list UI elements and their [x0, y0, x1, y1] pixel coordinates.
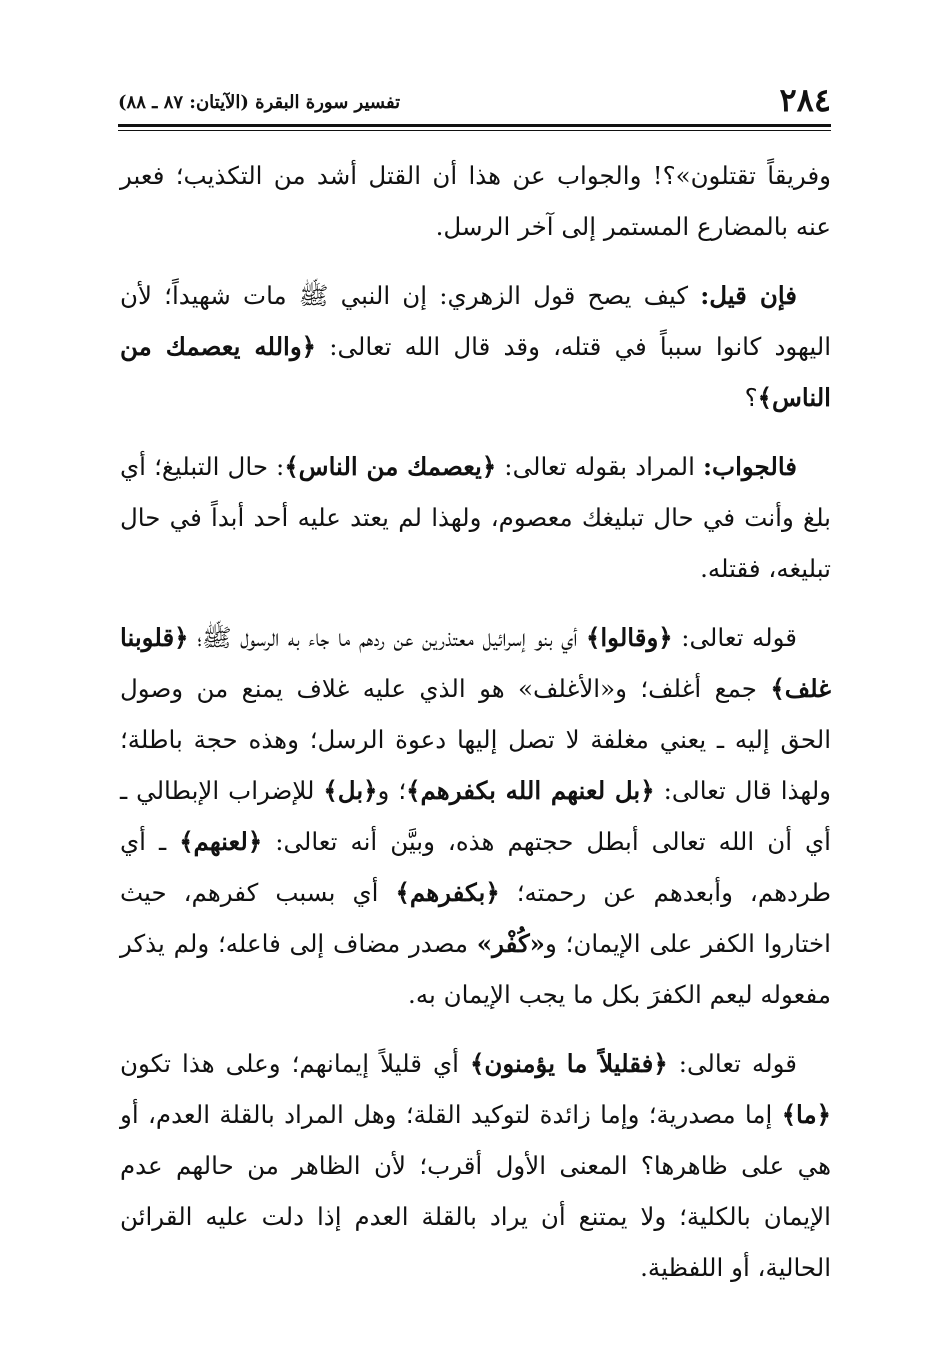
paragraph-3	[120, 441, 831, 594]
segment: جمع أغلف؛ و«الأغلف» هو الذي عليه غلاف يمنع من وصول الحق إليه ـ يعني مغلفة لا تصل إليها دعوة الرسل؛ وهذه حجة باطلة؛ ولهذا قال تعالى:	[120, 674, 831, 805]
quran-quote: ﴿يعصمك من الناس﴾	[284, 452, 497, 481]
page-number: ٢٨٤	[779, 81, 831, 119]
segment: مصدر مضاف إلى فاعله؛ ولم يذكر مفعوله ليعم الكفرَ بكل ما يجب الإيمان به.	[120, 929, 831, 1009]
paragraph-1	[120, 150, 831, 252]
segment: أي بنو إسرائيل معتذرين عن ردهم ما جاء به الرسول ﷺ؛	[188, 623, 587, 652]
running-title: تفسير سورة البقرة (الآيتان: ٨٧ ـ ٨٨)	[118, 92, 401, 113]
segment: ـ أي طردهم، وأبعدهم عن رحمته؛	[120, 827, 831, 907]
paragraph-tail: : حال التبليغ؛ أي بلغ وأنت في حال تبليغك معصوم، ولهذا لم يعتد عليه أحد أبداً في حال تبليغه، فقتله.	[120, 452, 831, 583]
page-header	[118, 80, 831, 124]
paragraph-4	[120, 612, 831, 1020]
quran-quote: ﴿ما﴾	[781, 1100, 831, 1129]
paragraph-lead: فالجواب:	[702, 452, 797, 481]
paragraph-text: كيف يصح قول الزهري: إن النبي ﷺ مات شهيداً؛ لأن اليهود كانوا سبباً في قتله، وقد قال الله تعالى:	[120, 281, 832, 361]
paragraph-text: وفريقاً تقتلون»؟! والجواب عن هذا أن القتل أشد من التكذيب؛ فعبر عنه بالمضارع المستمر إلى آخر الرسل.	[120, 161, 831, 241]
header-rule-thick	[118, 124, 831, 127]
segment: ؛ و	[377, 776, 407, 805]
quran-quote: ﴿فقليلاً ما يؤمنون﴾	[470, 1049, 668, 1078]
paragraph-5	[120, 1038, 831, 1293]
quran-quote: ﴿وقالوا﴾	[586, 623, 673, 652]
quran-quote: ﴿بل﴾	[323, 776, 378, 805]
segment: أي قليلاً إيمانهم؛ وعلى هذا تكون	[120, 1049, 471, 1078]
segment: قوله تعالى:	[667, 1049, 797, 1078]
quran-quote: ﴿بل لعنهم الله بكفرهم﴾	[406, 776, 655, 805]
quran-quote: ﴿لعنهم﴾	[179, 827, 263, 856]
segment: للإضراب الإبطالي ـ أي أن الله تعالى أبطل حجتهم هذه، وبيَّن أنه تعالى:	[120, 776, 831, 856]
paragraph-2	[120, 270, 831, 423]
segment: إما مصدرية؛ وإما زائدة لتوكيد القلة؛ وهل المراد بالقلة العدم، أو هي على ظاهرها؟ المعنى الأول أقرب؛ لأن الظاهر من حالهم عدم الإيمان بالكلية؛ ولا يمتنع أن يراد بالقلة العدم إذا دلت عليه القرائن الحالية، أو اللفظية.	[120, 1100, 831, 1282]
paragraph-text: المراد بقوله تعالى:	[496, 452, 703, 481]
quran-quote: ﴿والله يعصمك من الناس﴾	[120, 332, 831, 412]
quoted-term: «كُفْر»	[476, 929, 545, 958]
quran-quote: ﴿قلوبنا غلف﴾	[120, 623, 831, 703]
header-rule-thin	[118, 130, 831, 131]
paragraph-tail: ؟	[744, 383, 758, 412]
segment: قوله تعالى:	[672, 623, 797, 652]
paragraph-lead: فإن قيل:	[700, 281, 797, 310]
segment: أي بسبب كفرهم، حيث اختاروا الكفر على الإيمان؛ و	[120, 878, 831, 958]
body-text	[120, 150, 831, 1311]
quran-quote: ﴿بكفرهم﴾	[395, 878, 500, 907]
